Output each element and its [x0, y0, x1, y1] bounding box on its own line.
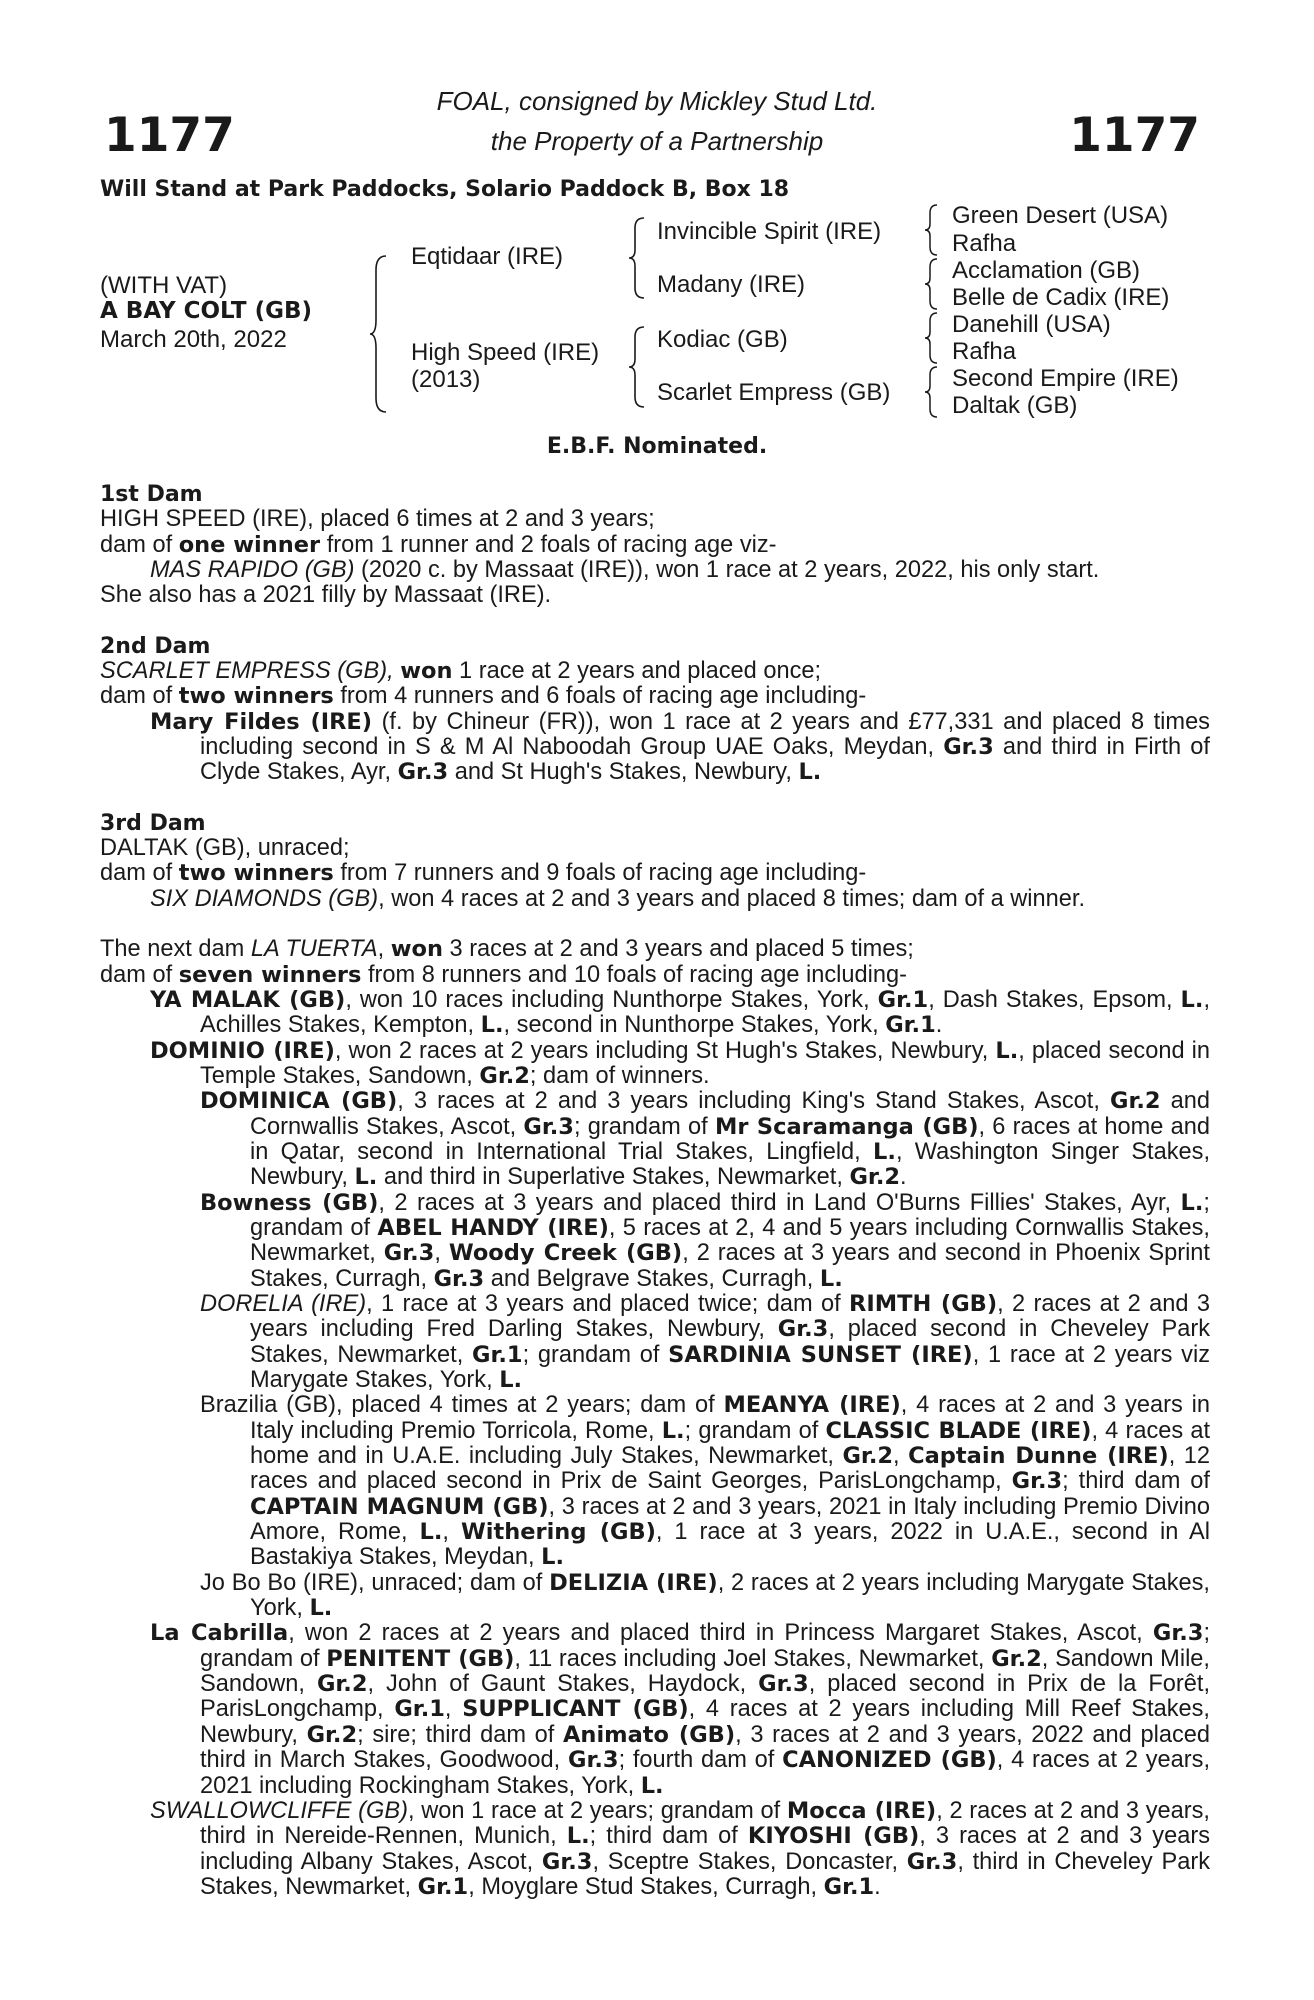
lot-number-left: 1177	[104, 108, 235, 163]
entry-dominica: DOMINICA (GB), 3 races at 2 and 3 years including King's Stand Stakes, Ascot, Gr.2 and Cornwallis Stakes, Ascot, Gr.3; grandam of Mr Scaramanga (GB), 6 races at home and in Qatar, second in International Trial Stakes, Lingfield, L., Washington Singer Stakes, Newbury, L. and third in Superlative Stakes, Newmarket, Gr.2.	[200, 1088, 1210, 1191]
pedigree-g8: Daltak (GB)	[952, 392, 1078, 419]
third-dam-foal: SIX DIAMONDS (GB), won 4 races at 2 and 3 years and placed 8 times; dam of a winner.	[150, 885, 1085, 912]
pedigree-brace-g3	[924, 311, 940, 365]
entry-dominio: DOMINIO (IRE), won 2 races at 2 years including St Hugh's Stakes, Newbury, L., placed second in Temple Stakes, Sandown, Gr.2; dam of winners.	[150, 1037, 1210, 1089]
pedigree-brace-dam	[628, 325, 648, 409]
next-dam-produce: dam of seven winners from 8 runners and 10 foals of racing age including-	[100, 961, 908, 988]
pedigree-g3: Acclamation (GB)	[952, 257, 1141, 284]
pedigree-dam-dam: Scarlet Empress (GB)	[657, 379, 891, 406]
entry-swallowcliffe: SWALLOWCLIFFE (GB), won 1 race at 2 years; grandam of Mocca (IRE), 2 races at 2 and 3 years, third in Nereide-Rennen, Munich, L.; third dam of KIYOSHI (GB), 3 races at 2 and 3 years including Albany Stakes, Ascot, Gr.3, Sceptre Stakes, Doncaster, Gr.3, third in Cheveley Park Stakes, Newmarket, Gr.1, Moyglare Stud Stakes, Curragh, Gr.1.	[150, 1797, 1211, 1900]
entry-dorelia: DORELIA (IRE), 1 race at 3 years and placed twice; dam of RIMTH (GB), 2 races at 2 and 3 years including Fred Darling Stakes, Newbury, Gr.3, placed second in Cheveley Park Stakes, Newmarket, Gr.1; grandam of SARDINIA SUNSET (IRE), 1 race at 2 years viz Marygate Stakes, York, L.	[200, 1290, 1211, 1393]
entry-ya-malak: YA MALAK (GB), won 10 races including Nunthorpe Stakes, York, Gr.1, Dash Stakes, Epsom, L., Achilles Stakes, Kempton, L., second in Nunthorpe Stakes, York, Gr.1.	[150, 986, 1210, 1039]
pedigree-g2: Rafha	[952, 230, 1017, 257]
second-dam-foal: Mary Fildes (IRE) (f. by Chineur (FR)), won 1 race at 2 years and £77,331 and placed 8 times including second in S & M Al Naboodah Group UAE Oaks, Meydan, Gr.3 and third in Firth of Clyde Stakes, Ayr, Gr.3 and St Hugh's Stakes, Newbury, L.	[150, 708, 1210, 786]
third-dam-heading: 3rd Dam	[100, 810, 206, 836]
first-dam-note: She also has a 2021 filly by Massaat (IRE).	[100, 582, 552, 609]
first-dam-foal: MAS RAPIDO (GB) (2020 c. by Massaat (IRE)), won 1 race at 2 years, 2022, his only start.	[150, 557, 1100, 584]
ebf-nomination: E.B.F. Nominated.	[546, 434, 768, 459]
entry-la-cabrilla: La Cabrilla, won 2 races at 2 years and placed third in Princess Margaret Stakes, Ascot, Gr.3; grandam of PENITENT (GB), 11 races including Joel Stakes, Newmarket, Gr.2, Sandown Mile, Sandown, Gr.2, John of Gaunt Stakes, Haydock, Gr.3, placed second in Prix de la Forêt, ParisLongchamp, Gr.1, SUPPLICANT (GB), 4 races at 2 years including Mill Reef Stakes, Newbury, Gr.2; sire; third dam of Animato (GB), 3 races at 2 and 3 years, 2022 and placed third in March Stakes, Goodwood, Gr.3; fourth dam of CANONIZED (GB), 4 races at 2 years, 2021 including Rockingham Stakes, York, L.	[150, 1620, 1211, 1799]
pedigree-sire-dam: Madany (IRE)	[657, 271, 806, 298]
pedigree-brace-g4	[924, 365, 940, 419]
pedigree-g4: Belle de Cadix (IRE)	[952, 284, 1170, 311]
second-dam-line: SCARLET EMPRESS (GB), won 1 race at 2 years and placed once;	[100, 658, 822, 685]
pedigree-g5: Danehill (USA)	[952, 311, 1111, 338]
pedigree-sire: Eqtidaar (IRE)	[411, 243, 564, 270]
second-dam-heading: 2nd Dam	[100, 633, 211, 659]
pedigree-sire-sire: Invincible Spirit (IRE)	[657, 218, 882, 245]
consignor-line: FOAL, consigned by Mickley Stud Ltd.	[436, 86, 878, 116]
horse-name: A BAY COLT (GB)	[100, 298, 313, 324]
first-dam-produce: dam of one winner from 1 runner and 2 foals of racing age viz-	[100, 531, 777, 558]
pedigree-g6: Rafha	[952, 338, 1017, 365]
pedigree-dam: High Speed (IRE)	[411, 339, 600, 366]
vat-note: (WITH VAT)	[100, 272, 228, 299]
entry-bowness: Bowness (GB), 2 races at 3 years and placed third in Land O'Burns Fillies' Stakes, Ayr, L.; grandam of ABEL HANDY (IRE), 5 races at 2, 4 and 5 years including Cornwallis Stakes, Newmarket, Gr.3, Woody Creek (GB), 2 races at 3 years and second in Phoenix Sprint Stakes, Curragh, Gr.3 and Belgrave Stakes, Curragh, L.	[200, 1189, 1210, 1292]
pedigree-dam-sire: Kodiac (GB)	[657, 326, 788, 353]
third-dam-produce: dam of two winners from 7 runners and 9 foals of racing age including-	[100, 860, 867, 887]
stabling-location: Will Stand at Park Paddocks, Solario Paddock B, Box 18	[100, 177, 790, 202]
pedigree-brace-g1	[924, 203, 940, 257]
third-dam-line: DALTAK (GB), unraced;	[100, 835, 350, 862]
pedigree-dam-year: (2013)	[411, 366, 481, 393]
entry-jo-bo-bo: Jo Bo Bo (IRE), unraced; dam of DELIZIA (IRE), 2 races at 2 years including Marygate Stakes, York, L.	[200, 1569, 1210, 1622]
pedigree-brace-sire	[628, 216, 648, 300]
property-line: the Property of a Partnership	[490, 126, 824, 156]
pedigree-g7: Second Empire (IRE)	[952, 365, 1179, 392]
entry-brazilia: Brazilia (GB), placed 4 times at 2 years; dam of MEANYA (IRE), 4 races at 2 and 3 years in Italy including Premio Torricola, Rome, L.; grandam of CLASSIC BLADE (IRE), 4 races at home and in U.A.E. including July Stakes, Newmarket, Gr.2, Captain Dunne (IRE), 12 races and placed second in Prix de Saint Georges, ParisLongchamp, Gr.3; third dam of CAPTAIN MAGNUM (GB), 3 races at 2 and 3 years, 2021 in Italy including Premio Divino Amore, Rome, L., Withering (GB), 1 race at 3 years, 2022 in U.A.E., second in Al Bastakiya Stakes, Meydan, L.	[200, 1392, 1211, 1571]
first-dam-line: HIGH SPEED (IRE), placed 6 times at 2 and 3 years;	[100, 506, 655, 533]
second-dam-produce: dam of two winners from 4 runners and 6 foals of racing age including-	[100, 683, 867, 710]
first-dam-heading: 1st Dam	[100, 482, 203, 507]
pedigree-brace-main	[370, 254, 390, 414]
foaling-date: March 20th, 2022	[100, 326, 287, 353]
pedigree-brace-g2	[924, 257, 940, 311]
pedigree-g1: Green Desert (USA)	[952, 202, 1169, 229]
catalogue-body	[100, 482, 1210, 1900]
lot-number-right: 1177	[1069, 108, 1200, 163]
next-dam-line: The next dam LA TUERTA, won 3 races at 2 and 3 years and placed 5 times;	[100, 936, 914, 963]
